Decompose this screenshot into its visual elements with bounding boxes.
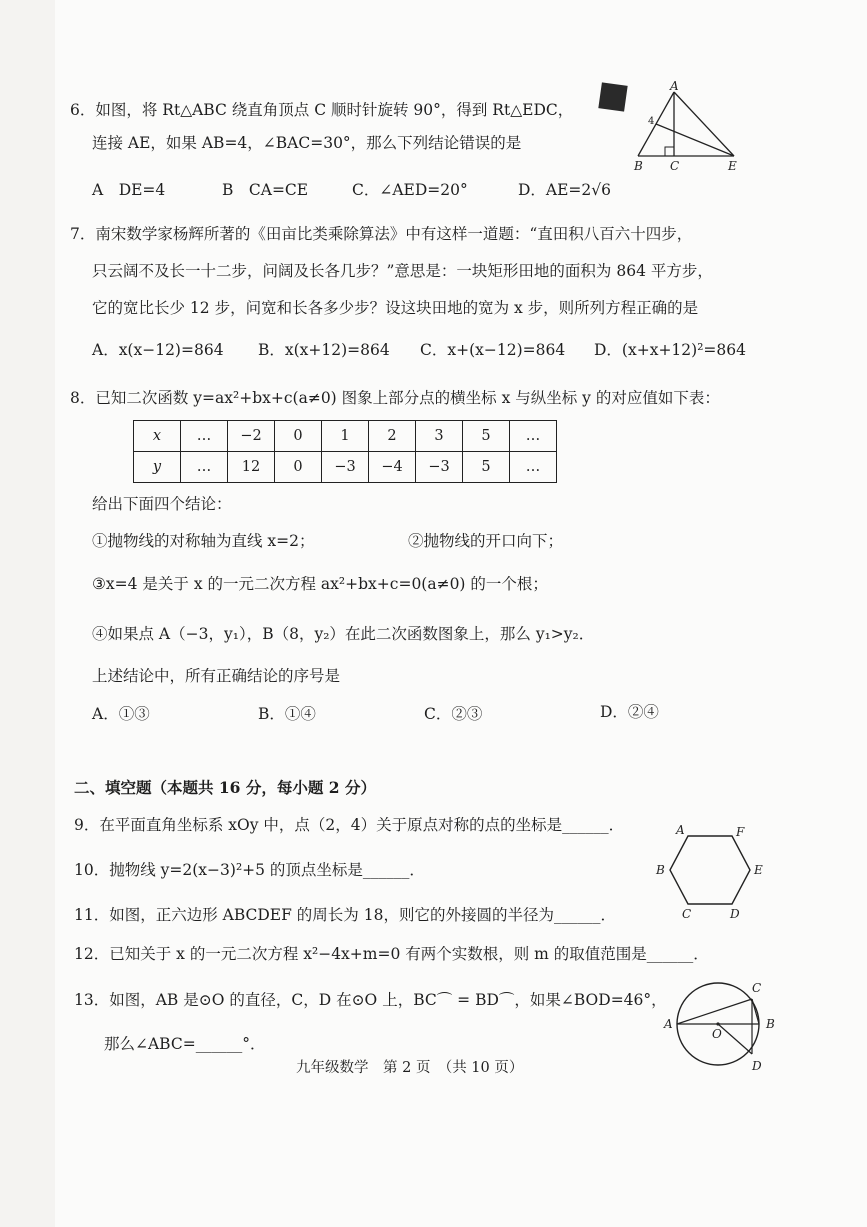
xy-value-table <box>133 420 557 483</box>
table-cell: 12 <box>228 452 275 483</box>
q8-given: 给出下面四个结论： <box>92 495 232 513</box>
hexagon-figure <box>650 820 770 924</box>
ink-blot <box>598 82 627 111</box>
circle-label-d: D <box>752 1059 762 1073</box>
hex-label-e: E <box>754 863 763 877</box>
table-cell: … <box>510 421 557 452</box>
q7-option-d: D．(x+x+12)²=864 <box>594 341 746 359</box>
table-cell: 1 <box>322 421 369 452</box>
q8-option-b: B．①④ <box>258 705 316 723</box>
q6-line2: 连接 AE，如果 AB=4，∠BAC=30°，那么下列结论错误的是 <box>92 134 522 152</box>
q7-line1: 7．南宋数学家杨辉所著的《田亩比类乘除算法》中有这样一道题：“直田积八百六十四步， <box>70 225 693 243</box>
table-cell: 0 <box>275 452 322 483</box>
hex-label-b: B <box>656 863 665 877</box>
q9-text: 9．在平面直角坐标系 xOy 中，点（2，4）关于原点对称的点的坐标是______． <box>74 816 625 834</box>
hex-label-a: A <box>676 823 685 837</box>
fig6-side-mark: 4 <box>648 116 655 127</box>
q10-text: 10．抛物线 y=2(x−3)²+5 的顶点坐标是______． <box>74 861 425 879</box>
q7-option-b: B．x(x+12)=864 <box>258 341 390 359</box>
q8-conclusion-3: ③x=4 是关于 x 的一元二次方程 ax²+bx+c=0(a≠0) 的一个根； <box>92 575 548 593</box>
table-cell: −4 <box>369 452 416 483</box>
table-cell: 5 <box>463 452 510 483</box>
table-row-x <box>134 421 557 452</box>
fig6-label-b: B <box>634 159 643 173</box>
q7-option-c: C．x+(x−12)=864 <box>420 341 566 359</box>
circle-label-c: C <box>752 981 762 995</box>
q7-line3: 它的宽比长少 12 步，问宽和长各多少步？设这块田地的宽为 x 步，则所列方程正确的是 <box>92 299 699 317</box>
q6-option-b: B CA=CE <box>222 181 309 199</box>
q8-conclusion-2: ②抛物线的开口向下； <box>408 532 564 550</box>
q13-line1: 13．如图，AB 是⊙O 的直径，C，D 在⊙O 上，BC⌒ = BD⌒，如果∠BOD=46°， <box>74 991 667 1009</box>
table-cell: 2 <box>369 421 416 452</box>
circle-label-a: A <box>664 1017 673 1031</box>
q6-option-a: A DE=4 <box>92 181 166 199</box>
table-cell: 0 <box>275 421 322 452</box>
q8-stem: 8．已知二次函数 y=ax²+bx+c(a≠0) 图象上部分点的横坐标 x 与纵坐标 y 的对应值如下表： <box>70 389 720 407</box>
table-cell: … <box>181 452 228 483</box>
q8-option-c: C．②③ <box>424 705 483 723</box>
table-row-y <box>134 452 557 483</box>
q7-line2: 只云阔不及长一十二步，问阔及长各几步？”意思是：一块矩形田地的面积为 864 平方步， <box>92 262 713 280</box>
circle-label-o: O <box>712 1027 722 1041</box>
q6-line1: 6．如图，将 Rt△ABC 绕直角顶点 C 顺时针旋转 90°，得到 Rt△EDC， <box>70 101 574 119</box>
q13-line2: 那么∠ABC=______°． <box>104 1035 266 1053</box>
circle-figure <box>660 976 786 1076</box>
q8-conclusion-1: ①抛物线的对称轴为直线 x=2； <box>92 532 315 550</box>
fig6-label-c: C <box>670 159 680 173</box>
table-cell: −3 <box>322 452 369 483</box>
hex-label-f: F <box>736 825 745 839</box>
table-cell: 3 <box>416 421 463 452</box>
q6-option-d: D．AE=2√6 <box>518 181 612 199</box>
fig6-label-e: E <box>728 159 737 173</box>
page-footer: 九年级数学 第 2 页 （共 10 页） <box>296 1060 524 1076</box>
q6-option-c: C．∠AED=20° <box>352 181 468 199</box>
hex-label-d: D <box>730 907 740 921</box>
table-cell: … <box>510 452 557 483</box>
hexagon-shape <box>670 836 750 904</box>
q7-option-a: A．x(x−12)=864 <box>92 341 224 359</box>
q8-option-d: D．②④ <box>600 703 659 721</box>
q12-text: 12．已知关于 x 的一元二次方程 x²−4x+m=0 有两个实数根，则 m 的取值范围是______． <box>74 945 709 963</box>
triangle-figure <box>592 78 752 176</box>
table-cell: x <box>134 421 181 452</box>
table-cell: … <box>181 421 228 452</box>
q8-conclusion-4: ④如果点 A（−3，y₁），B（8，y₂）在此二次函数图象上，那么 y₁>y₂． <box>92 625 595 643</box>
hex-label-c: C <box>682 907 692 921</box>
fig6-label-a: A <box>670 79 679 93</box>
table-cell: y <box>134 452 181 483</box>
circle-label-b: B <box>766 1017 775 1031</box>
table-cell: 5 <box>463 421 510 452</box>
q11-text: 11．如图，正六边形 ABCDEF 的周长为 18，则它的外接圆的半径为______． <box>74 906 616 924</box>
q8-option-a: A．①③ <box>92 705 150 723</box>
table-cell: −3 <box>416 452 463 483</box>
table-cell: −2 <box>228 421 275 452</box>
q8-ask: 上述结论中，所有正确结论的序号是 <box>92 667 341 685</box>
section-fill-in-title: 二、填空题（本题共 16 分，每小题 2 分） <box>74 778 376 797</box>
